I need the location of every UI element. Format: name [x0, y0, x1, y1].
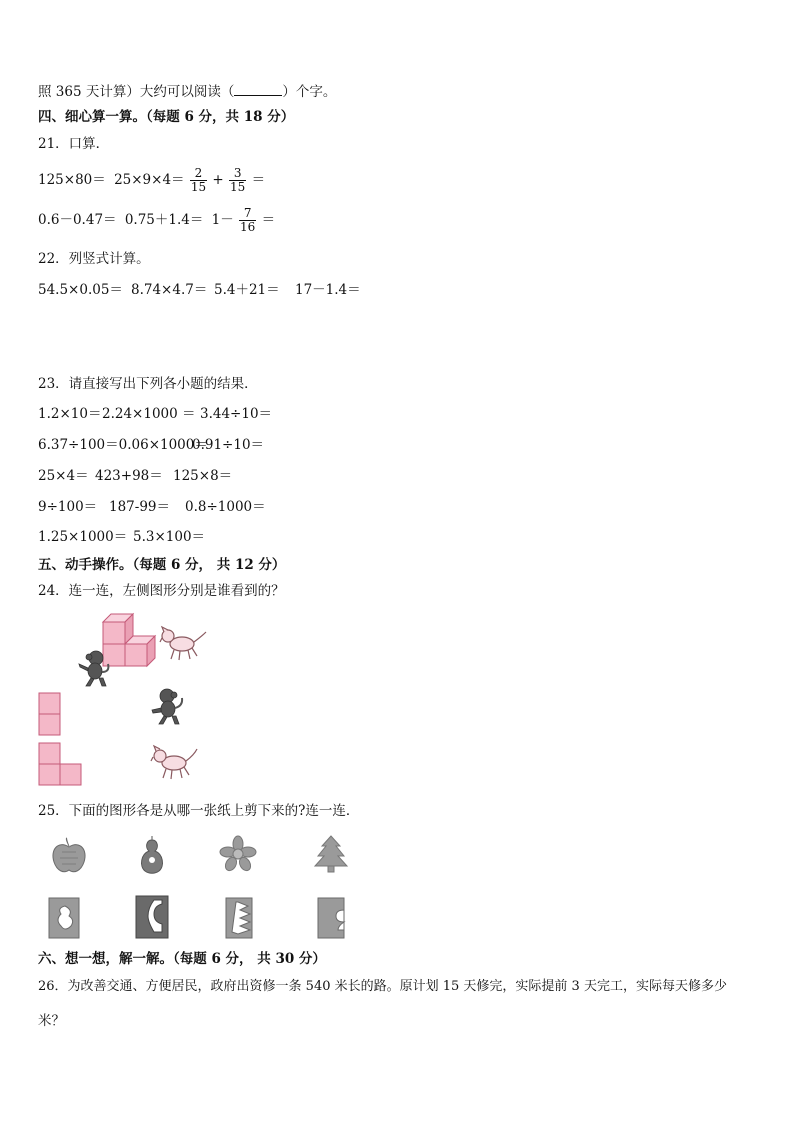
gourd-icon — [137, 836, 167, 874]
q23-item: 25×4＝ — [38, 468, 89, 484]
front-view-icon — [38, 692, 62, 736]
q26-line1: 26．为改善交通、方便居民，政府出资修一条 540 米长的路。原计划 15 天修完，实际提前 3 天完工，实际每天修多少 — [38, 979, 727, 994]
fraction: $\frac{2}{15}$ — [190, 166, 207, 194]
q23-item: 3.44÷10＝ — [200, 406, 273, 422]
monkey-icon — [78, 650, 112, 688]
flower-icon — [218, 836, 258, 872]
plus-sign: + — [212, 172, 224, 188]
q21-row2 — [38, 205, 275, 235]
section-5-title: 五、动手操作。（每题 6 分， 共 12 分） — [38, 557, 286, 573]
apple-icon — [50, 838, 88, 874]
q23-item: 1.2×10＝ — [38, 406, 102, 422]
dog-icon — [160, 626, 208, 662]
q23-item: 2.24×1000 ＝ — [102, 406, 196, 422]
cut-paper-icon[interactable] — [134, 894, 170, 940]
q23-item: 0.91÷10＝ — [192, 437, 265, 453]
section-6-title: 六、想一想，解一解。（每题 6 分， 共 30 分） — [38, 951, 326, 967]
cut-paper-icon[interactable] — [316, 896, 346, 940]
tree-icon — [314, 836, 348, 872]
q22-item: 5.4＋21＝ — [214, 282, 280, 298]
q23-item: 0.8÷1000＝ — [185, 499, 266, 515]
q22-label: 22．列竖式计算。 — [38, 251, 150, 267]
q21-item: 0.6－0.47＝ — [38, 212, 117, 228]
q24-label: 24．连一连，左侧图形分别是谁看到的？ — [38, 583, 285, 599]
q21-label: 21．口算． — [38, 136, 110, 152]
equals-sign: ＝ — [251, 172, 266, 188]
q21-item: 0.75＋1.4＝ — [124, 212, 204, 228]
monkey-icon — [151, 688, 185, 726]
q26-line2: 米？ — [38, 1013, 65, 1029]
q23-item: 423+98＝ — [95, 468, 163, 484]
q23-label: 23．请直接写出下列各小题的结果． — [38, 376, 258, 392]
side-view-icon — [38, 742, 83, 786]
cut-paper-icon[interactable] — [224, 896, 254, 940]
cut-paper-icon[interactable] — [47, 896, 81, 940]
q23-item: 5.3×100＝ — [133, 529, 206, 545]
q21-item: 1－ — [211, 212, 234, 228]
fraction: $\frac{7}{16}$ — [240, 206, 256, 234]
q23-item: 125×8＝ — [173, 468, 233, 484]
equals-sign: ＝ — [261, 212, 276, 228]
q21-row1 — [38, 165, 265, 195]
section-4-title: 四、细心算一算。（每题 6 分，共 18 分） — [38, 109, 295, 125]
q22-item: 8.74×4.7＝ — [131, 282, 208, 298]
q23-item: 187-99＝ — [109, 499, 171, 515]
q23-item: 6.37÷100＝0.06×1000＝ — [38, 437, 208, 453]
q21-item: 25×9×4＝ — [114, 172, 185, 188]
q22-item: 54.5×0.05＝ — [38, 282, 123, 298]
q23-item: 1.25×1000＝ — [38, 529, 128, 545]
fraction: $\frac{3}{15}$ — [230, 166, 246, 194]
q23-item: 9÷100＝ — [38, 499, 98, 515]
q21-item: 125×80＝ — [38, 172, 106, 188]
intro-text-end: ）个字。 — [282, 84, 337, 100]
q22-item: 17－1.4＝ — [295, 282, 361, 298]
intro-text: 照 365 天计算）大约可以阅读（ — [38, 84, 235, 100]
answer-blank[interactable] — [234, 82, 282, 96]
q25-label: 25．下面的图形各是从哪一张纸上剪下来的?连一连． — [38, 803, 360, 819]
intro-line — [38, 82, 336, 101]
dog-icon — [150, 745, 198, 781]
